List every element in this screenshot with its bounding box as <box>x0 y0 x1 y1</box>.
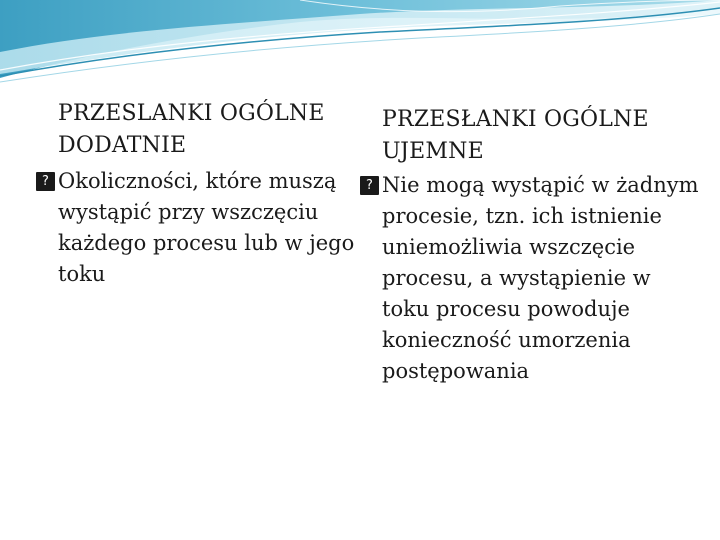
positive-premises-column <box>42 98 358 290</box>
negative-premises-column <box>366 104 702 387</box>
decorative-wave-banner <box>0 0 720 90</box>
unknown-glyph-icon: ? <box>36 172 55 191</box>
negative-premises-text: Nie mogą wystąpić w żadnym procesie, tzn. ich istnienie uniemożliwia wszczęcie procesu, a wystąpienie w toku procesu powoduje konieczność umorzenia postępowania <box>382 173 699 383</box>
positive-premises-text: Okoliczności, które muszą wystąpić przy wszczęciu każdego procesu lub w jego toku <box>58 169 355 286</box>
positive-premises-item <box>42 166 358 290</box>
negative-premises-heading: PRZESŁANKI OGÓLNE UJEMNE <box>382 107 649 164</box>
negative-premises-item <box>366 170 702 387</box>
positive-premises-heading: PRZESLANKI OGÓLNE DODATNIE <box>58 101 325 158</box>
unknown-glyph-icon: ? <box>360 176 379 195</box>
